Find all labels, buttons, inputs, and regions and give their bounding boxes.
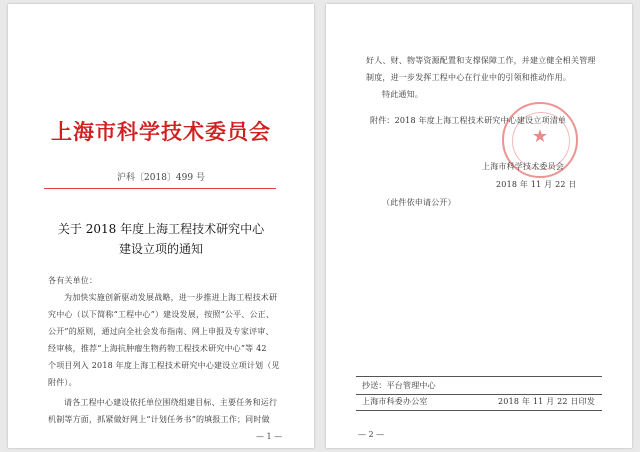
body-line: 制度，进一步发挥工程中心在行业中的引领和推动作用。 <box>366 73 571 82</box>
cc-middle-rule <box>356 394 602 395</box>
cc-recipient: 抄送：平台管理中心 <box>362 381 436 390</box>
document-page-2 <box>326 4 632 448</box>
body-line: 请各工程中心建设依托单位围绕组建目标、主要任务和运行 <box>64 398 278 407</box>
attachment-line: 附件：2018 年度上海工程技术研究中心建设立项清单 <box>370 116 567 125</box>
seal-star-icon: ★ <box>531 126 549 147</box>
body-line: 究中心（以下简称“工程中心”）建设发展，按照“公平、公正、 <box>48 310 275 319</box>
body-line: 个项目列入 2018 年度上海工程技术研究中心建设立项计划（见 <box>48 361 280 370</box>
issue-date: 2018 年 11 月 22 日印发 <box>498 397 596 406</box>
body-line: 好人、财、物等资源配置和支撑保障工作，并建立健全相关管理 <box>366 56 596 65</box>
disclosure-note: （此件依申请公开） <box>382 198 456 207</box>
body-line: 经审核，推荐“上海抗肿瘤生物药物工程技术研究中心”等 42 <box>48 344 267 353</box>
document-page-1 <box>8 4 314 448</box>
signature-date: 2018 年 11 月 22 日 <box>496 180 577 189</box>
closing-remark: 特此通知。 <box>382 90 423 99</box>
document-number: 沪科〔2018〕499 号 <box>117 173 205 183</box>
document-title-line-2: 建设立项的通知 <box>118 242 203 256</box>
body-line: 机制等方面，抓紧做好网上“计划任务书”的填报工作；同时做 <box>48 415 270 424</box>
page-number: — 2 — <box>358 430 385 439</box>
body-line: 附件）。 <box>48 378 77 387</box>
issuing-authority-header: 上海市科学技术委员会 <box>51 119 271 144</box>
cc-bottom-rule <box>356 410 602 411</box>
page-number: — 1 — <box>256 432 283 441</box>
cc-top-rule <box>356 376 602 377</box>
red-divider-line <box>44 188 276 189</box>
salutation: 各有关单位： <box>48 276 98 285</box>
issuing-office: 上海市科委办公室 <box>362 397 428 406</box>
body-line: 为加快实施创新驱动发展战略，进一步推进上海工程技术研 <box>64 293 278 302</box>
signature-organization: 上海市科学技术委员会 <box>482 162 564 171</box>
body-line: 公开”的原则，通过向全社会发布指南、网上申报及专家评审、 <box>48 327 274 336</box>
document-title-line-1: 关于 2018 年度上海工程技术研究中心 <box>57 222 265 236</box>
